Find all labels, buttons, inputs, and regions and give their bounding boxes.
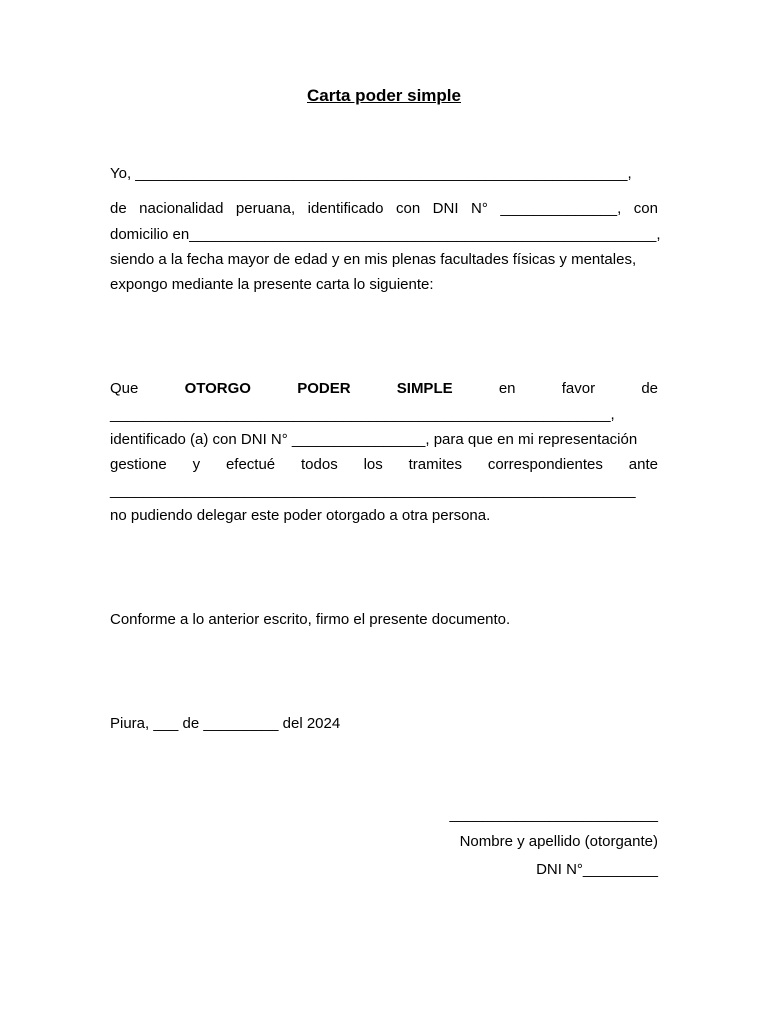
word: Que [110,380,139,397]
word: de [110,200,127,217]
word: y [192,456,201,473]
statement-line: expongo mediante la presente carta lo siguiente: [110,276,434,293]
word: efectué [225,456,276,473]
representative-name-line: ____________________________________________________________, [110,406,615,423]
declarant-name-line: Yo, ___________________________________________________________, [110,165,632,182]
word: tramites [408,456,462,473]
word: todos [301,456,338,473]
procedures-line [110,456,658,474]
word: nacionalidad [139,200,224,217]
word: con [633,200,658,217]
word: favor [561,380,596,397]
dni-blank: ______________, [500,200,622,217]
word: de [641,380,658,397]
word: correspondientes [487,456,603,473]
word: DNI [432,200,459,217]
nationality-dni-line [110,200,658,218]
word: gestione [110,456,167,473]
word: ante [628,456,658,473]
emphasis-word: OTORGO [184,380,251,397]
signer-name-label: Nombre y apellido (otorgante) [459,833,658,850]
conformity-line: Conforme a lo anterior escrito, firmo el presente documento. [110,611,511,628]
domicile-line: domicilio en________________________________________________________, [110,226,661,243]
representative-dni-line: identificado (a) con DNI N° ________________, para que en mi representación [110,431,638,448]
signature-line: _________________________ [449,806,658,823]
word: N° [470,200,488,217]
date-line: Piura, ___ de _________ del 2024 [110,715,341,732]
institution-blank-line: _______________________________________________________________ [110,482,636,499]
emphasis-word: PODER [297,380,351,397]
word: los [363,456,383,473]
capacity-line: siendo a la fecha mayor de edad y en mis plenas facultades físicas y mentales, [110,251,637,268]
signer-dni-label: DNI N°_________ [536,861,658,878]
emphasis-word: SIMPLE [396,380,453,397]
word: peruana, [235,200,296,217]
word: identificado [307,200,384,217]
grant-power-line [110,380,658,398]
word: con [395,200,421,217]
page-title: Carta poder simple [307,86,461,105]
no-delegation-line: no pudiendo delegar este poder otorgado a otra persona. [110,507,491,524]
word: en [498,380,516,397]
